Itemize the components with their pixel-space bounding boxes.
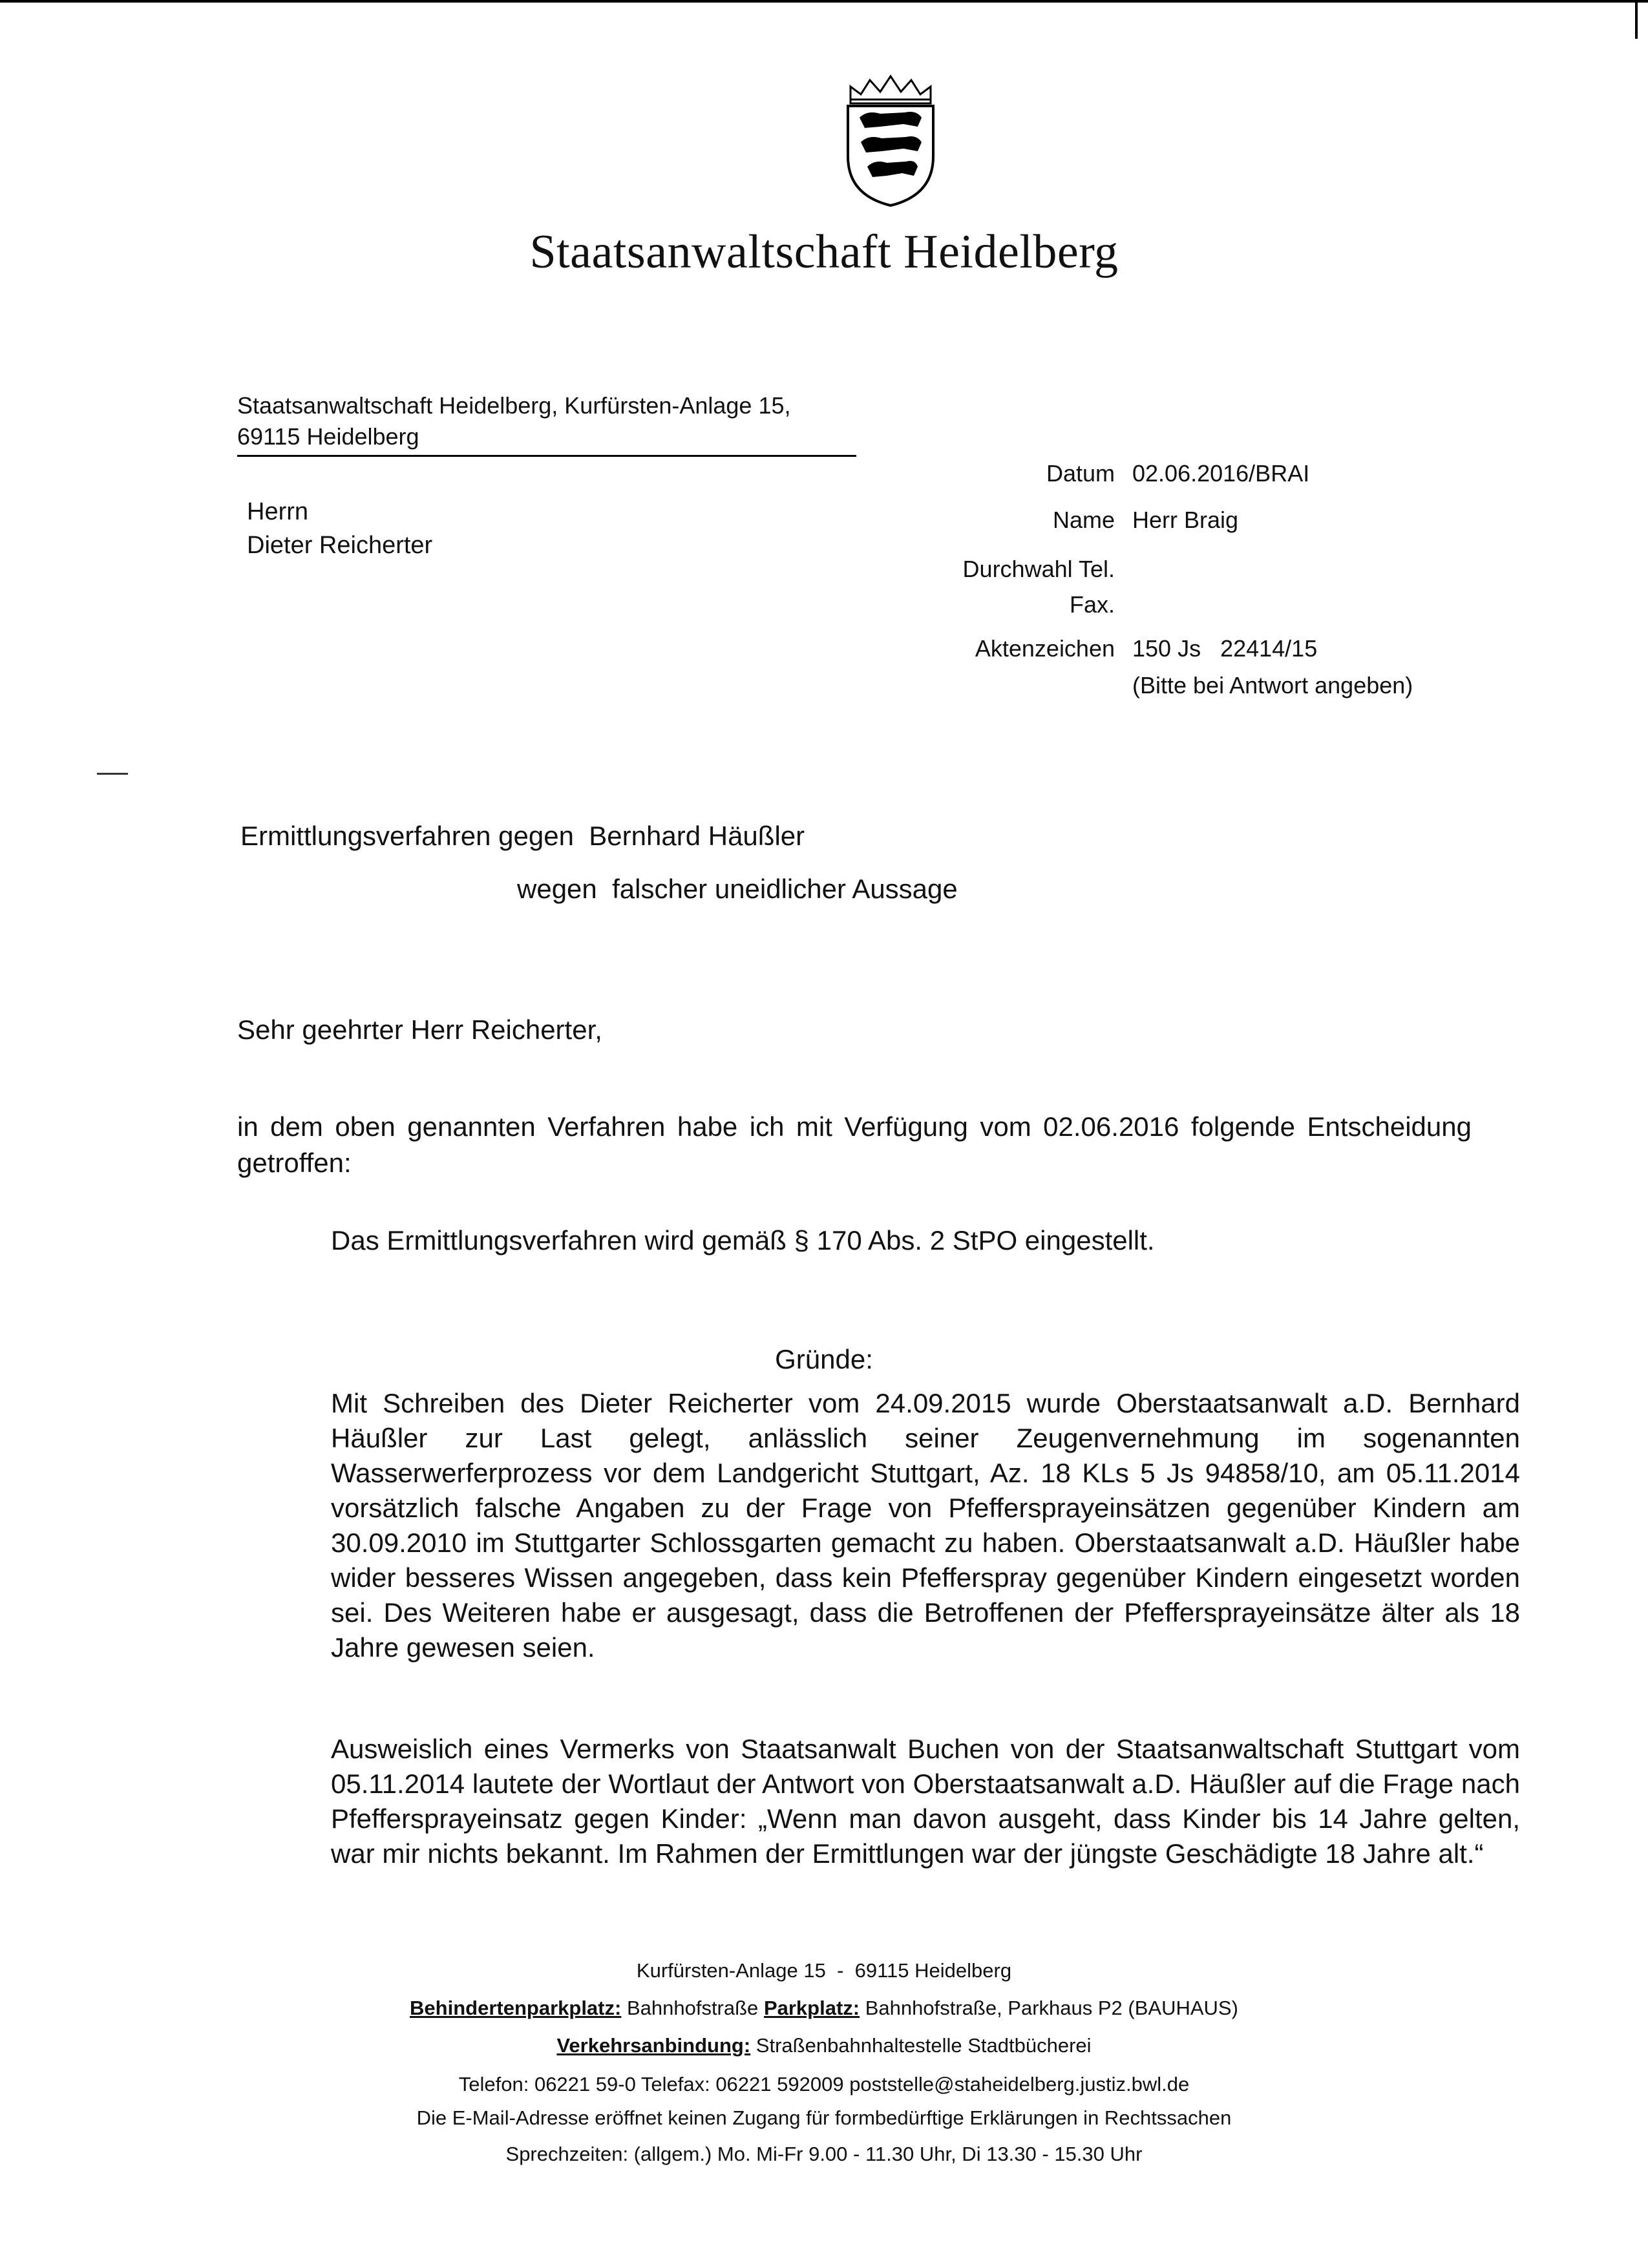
meta-value-name: Herr Braig: [1132, 507, 1239, 533]
meta-label-datum: Datum: [1046, 460, 1115, 487]
sender-line-2: 69115 Heidelberg: [237, 423, 419, 450]
footer-transit-value: Straßenbahnhaltestelle Stadtbücherei: [755, 2034, 1092, 2057]
footer-parking-value: Bahnhofstraße, Parkhaus P2 (BAUHAUS): [865, 1997, 1238, 2019]
footer-parking: [0, 1997, 1648, 2020]
footer-parking-disabled-value: Bahnhofstraße: [626, 1997, 759, 2019]
sender-line-1: Staatsanwaltschaft Heidelberg, Kurfürsten-Anlage 15,: [237, 392, 791, 419]
reasons-heading: Gründe:: [775, 1344, 873, 1374]
coat-of-arms-icon: [841, 72, 940, 208]
meta-note: (Bitte bei Antwort angeben): [1132, 672, 1413, 698]
meta-value-datum: 02.06.2016/BRAI: [1132, 460, 1310, 487]
reasons-paragraph-2: Ausweislich eines Vermerks von Staatsanwalt Buchen von der Staatsanwaltschaft Stuttgart vom 05.11.2014 lautete der Wortlaut der Antwort von Oberstaatsanwalt a.D. Häußler auf die Frage nach Pfeffersprayeinsatz gegen Kinder: „Wenn man davon ausgeht, dass Kinder bis 14 Jahre gelten, war mir nichts bekannt. Im Rahmen der Ermittlungen war der jüngste Geschädigte 18 Jahre alt.“: [331, 1734, 1520, 1869]
meta-label-name: Name: [1052, 507, 1115, 533]
sender-divider: [237, 455, 856, 457]
footer-parking-disabled-label: Behindertenparkplatz:: [410, 1997, 622, 2019]
subject-line-2: wegen falscher uneidlicher Aussage: [517, 874, 958, 904]
scan-edge-line: [0, 0, 1648, 3]
footer-hours: Sprechzeiten: (allgem.) Mo. Mi-Fr 9.00 - 11.30 Uhr, Di 13.30 - 15.30 Uhr: [505, 2143, 1143, 2165]
meta-label-durchwahl: Durchwahl Tel.: [962, 556, 1115, 582]
fold-mark: [97, 773, 128, 775]
meta-value-aktenzeichen: 150 Js 22414/15: [1132, 635, 1318, 662]
scan-edge-line: [1635, 0, 1638, 39]
decision-statement: Das Ermittlungsverfahren wird gemäß § 170 Abs. 2 StPO eingestellt.: [331, 1225, 1155, 1255]
footer-contact: Telefon: 06221 59-0 Telefax: 06221 592009 poststelle@staheidelberg.justiz.bwl.de: [458, 2073, 1190, 2095]
footer-transit-label: Verkehrsanbindung:: [556, 2034, 751, 2057]
subject-line-1: Ermittlungsverfahren gegen Bernhard Häußler: [240, 821, 805, 851]
intro-paragraph: in dem oben genannten Verfahren habe ich mit Verfügung vom 02.06.2016 folgende Entscheidung getroffen:: [237, 1111, 1472, 1178]
footer-parking-label: Parkplatz:: [763, 1997, 860, 2019]
recipient-address: [247, 495, 432, 562]
meta-label-aktenzeichen: Aktenzeichen: [975, 635, 1115, 662]
letter-salutation: Sehr geehrter Herr Reicherter,: [237, 1014, 602, 1045]
footer-email-note: Die E-Mail-Adresse eröffnet keinen Zugang für formbedürftige Erklärungen in Rechtssachen: [416, 2106, 1232, 2129]
reasons-paragraph-1: Mit Schreiben des Dieter Reicherter vom 24.09.2015 wurde Oberstaatsanwalt a.D. Bernhard Häußler zur Last gelegt, anlässlich seiner Zeugenvernehmung im sogenannten Wasserwerferprozess vor dem Landgericht Stuttgart, Az. 18 KLs 5 Js 94858/10, am 05.11.2014 vorsätzlich falsche Angaben zu der Frage von Pfeffersprayeinsätzen gegenüber Kindern am 30.09.2010 im Stuttgarter Schlossgarten gemacht zu haben. Oberstaatsanwalt a.D. Häußler habe wider besseres Wissen angegeben, dass kein Pfefferspray gegenüber Kindern eingesetzt worden sei. Des Weiteren habe er ausgesagt, dass die Betroffenen der Pfeffersprayeinsätze älter als 18 Jahre gewesen seien.: [331, 1388, 1520, 1663]
footer-address: Kurfürsten-Anlage 15 - 69115 Heidelberg: [636, 1959, 1012, 1982]
footer-transit: [0, 2034, 1648, 2057]
sender-address: [237, 390, 791, 452]
meta-label-fax: Fax.: [1069, 591, 1115, 618]
authority-title: Staatsanwaltschaft Heidelberg: [529, 226, 1119, 278]
recipient-salutation: Herrn: [247, 498, 309, 525]
recipient-name: Dieter Reicherter: [247, 532, 433, 559]
